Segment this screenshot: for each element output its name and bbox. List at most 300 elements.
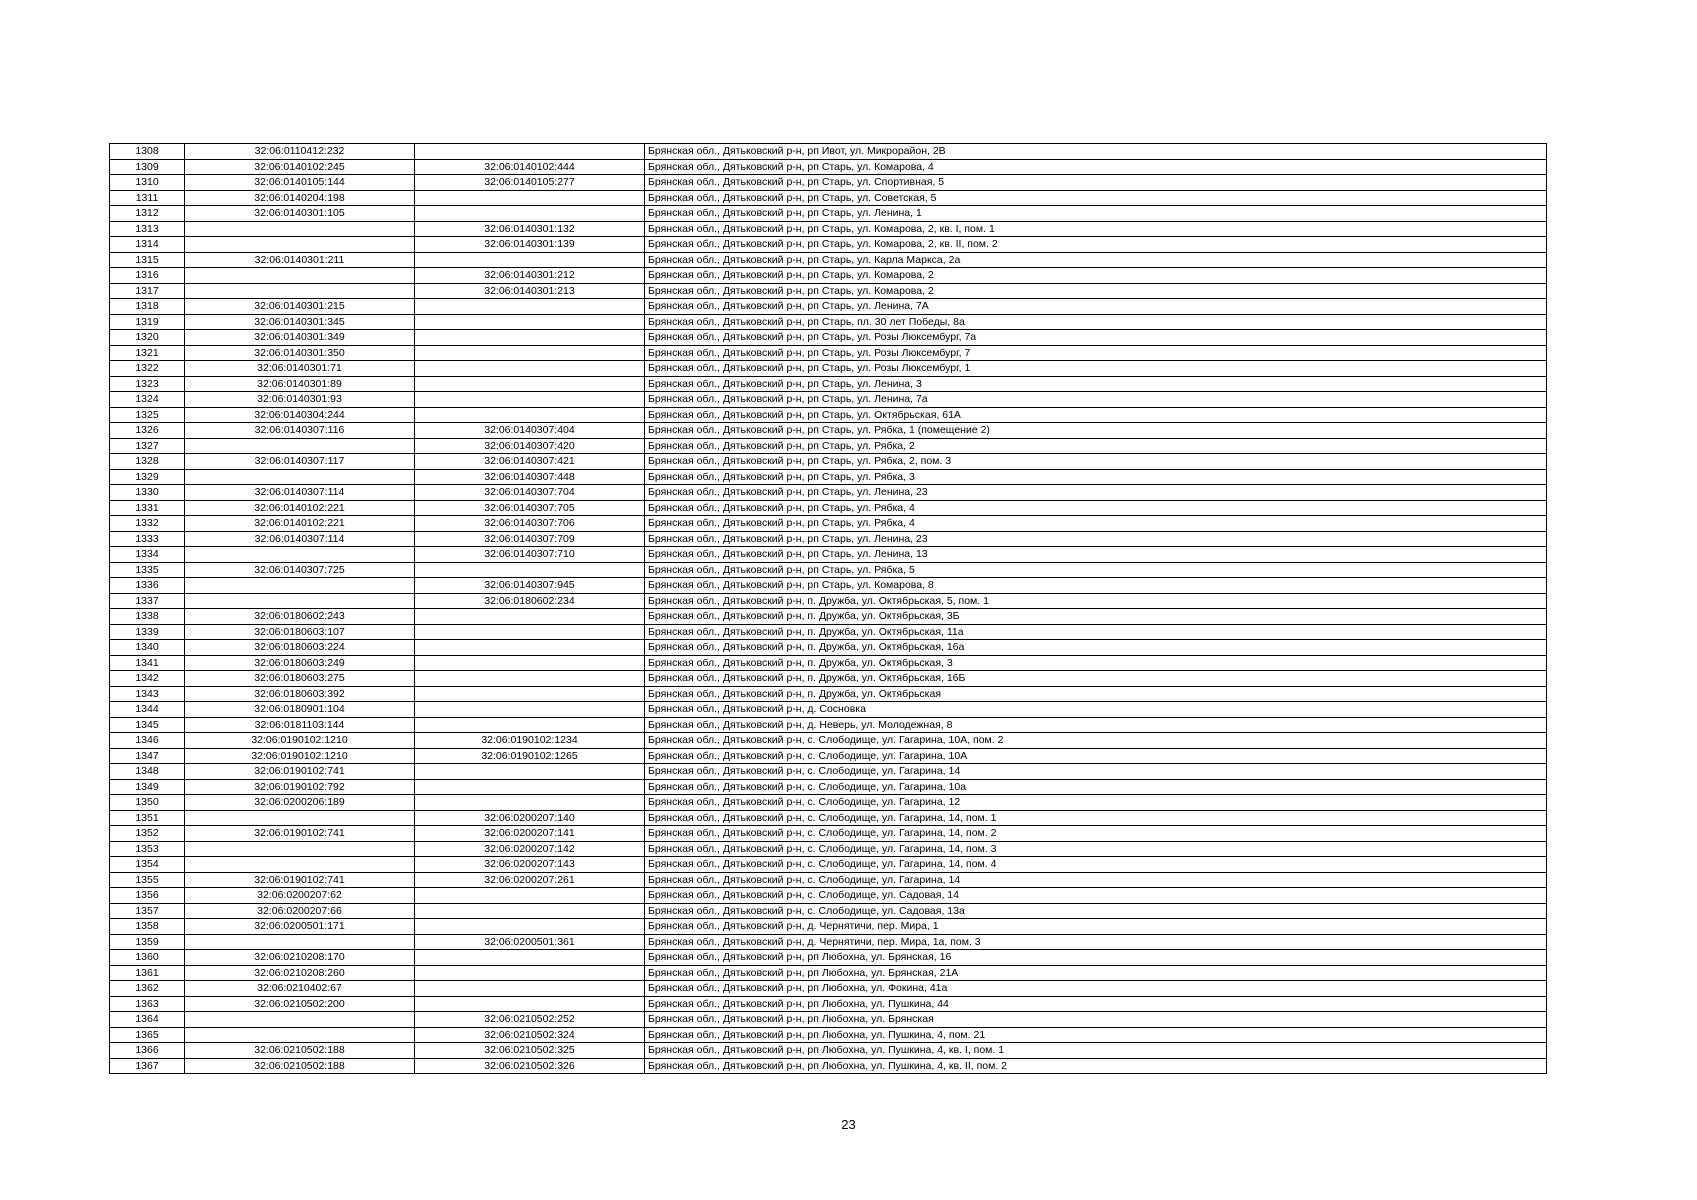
table-row xyxy=(110,826,1547,842)
address-cell: Брянская обл., Дятьковский р-н, рп Старь, ул. Розы Люксембург, 1 xyxy=(645,361,1547,377)
building-cadastral-number-cell xyxy=(415,996,645,1012)
table-row xyxy=(110,562,1547,578)
address-cell: Брянская обл., Дятьковский р-н, с. Слободище, ул. Гагарина, 10А, пом. 2 xyxy=(645,733,1547,749)
address-cell: Брянская обл., Дятьковский р-н, рп Старь, ул. Розы Люксембург, 7а xyxy=(645,330,1547,346)
building-cadastral-number-cell xyxy=(415,345,645,361)
building-cadastral-number-cell xyxy=(415,407,645,423)
table-row xyxy=(110,733,1547,749)
table-row xyxy=(110,361,1547,377)
table-row xyxy=(110,516,1547,532)
table-row xyxy=(110,981,1547,997)
row-number-cell: 1323 xyxy=(110,376,185,392)
row-number-cell: 1363 xyxy=(110,996,185,1012)
table-row xyxy=(110,1043,1547,1059)
land-cadastral-number-cell: 32:06:0190102:1210 xyxy=(185,748,415,764)
table-row xyxy=(110,810,1547,826)
land-cadastral-number-cell: 32:06:0140301:345 xyxy=(185,314,415,330)
address-cell: Брянская обл., Дятьковский р-н, д. Неверь, ул. Молодежная, 8 xyxy=(645,717,1547,733)
row-number-cell: 1353 xyxy=(110,841,185,857)
row-number-cell: 1348 xyxy=(110,764,185,780)
table-row xyxy=(110,903,1547,919)
building-cadastral-number-cell: 32:06:0140301:212 xyxy=(415,268,645,284)
building-cadastral-number-cell: 32:06:0140301:132 xyxy=(415,221,645,237)
building-cadastral-number-cell xyxy=(415,686,645,702)
row-number-cell: 1338 xyxy=(110,609,185,625)
table-row xyxy=(110,1058,1547,1074)
table-row xyxy=(110,624,1547,640)
table-row xyxy=(110,314,1547,330)
land-cadastral-number-cell: 32:06:0200207:66 xyxy=(185,903,415,919)
row-number-cell: 1330 xyxy=(110,485,185,501)
table-row xyxy=(110,500,1547,516)
building-cadastral-number-cell xyxy=(415,888,645,904)
row-number-cell: 1356 xyxy=(110,888,185,904)
building-cadastral-number-cell: 32:06:0200207:261 xyxy=(415,872,645,888)
property-table-container xyxy=(109,143,1546,1074)
land-cadastral-number-cell: 32:06:0210502:188 xyxy=(185,1043,415,1059)
table-row xyxy=(110,609,1547,625)
row-number-cell: 1334 xyxy=(110,547,185,563)
building-cadastral-number-cell xyxy=(415,144,645,160)
land-cadastral-number-cell: 32:06:0210502:200 xyxy=(185,996,415,1012)
address-cell: Брянская обл., Дятьковский р-н, с. Слободище, ул. Гагарина, 10а xyxy=(645,779,1547,795)
table-row xyxy=(110,392,1547,408)
building-cadastral-number-cell: 32:06:0210502:325 xyxy=(415,1043,645,1059)
building-cadastral-number-cell: 32:06:0180602:234 xyxy=(415,593,645,609)
land-cadastral-number-cell xyxy=(185,578,415,594)
address-cell: Брянская обл., Дятьковский р-н, рп Любохна, ул. Брянская, 16 xyxy=(645,950,1547,966)
land-cadastral-number-cell: 32:06:0210208:260 xyxy=(185,965,415,981)
address-cell: Брянская обл., Дятьковский р-н, с. Слободище, ул. Садовая, 13а xyxy=(645,903,1547,919)
building-cadastral-number-cell: 32:06:0140307:404 xyxy=(415,423,645,439)
building-cadastral-number-cell: 32:06:0140307:706 xyxy=(415,516,645,532)
row-number-cell: 1321 xyxy=(110,345,185,361)
address-cell: Брянская обл., Дятьковский р-н, рп Старь, ул. Розы Люксембург, 7 xyxy=(645,345,1547,361)
table-row xyxy=(110,407,1547,423)
address-cell: Брянская обл., Дятьковский р-н, рп Старь, пл. 30 лет Победы, 8а xyxy=(645,314,1547,330)
building-cadastral-number-cell xyxy=(415,655,645,671)
address-cell: Брянская обл., Дятьковский р-н, рп Старь, ул. Спортивная, 5 xyxy=(645,175,1547,191)
building-cadastral-number-cell xyxy=(415,562,645,578)
building-cadastral-number-cell: 32:06:0140307:704 xyxy=(415,485,645,501)
address-cell: Брянская обл., Дятьковский р-н, рп Любохна, ул. Брянская xyxy=(645,1012,1547,1028)
address-cell: Брянская обл., Дятьковский р-н, рп Старь, ул. Ленина, 1 xyxy=(645,206,1547,222)
table-row xyxy=(110,671,1547,687)
row-number-cell: 1331 xyxy=(110,500,185,516)
table-row xyxy=(110,950,1547,966)
land-cadastral-number-cell xyxy=(185,857,415,873)
building-cadastral-number-cell: 32:06:0140105:277 xyxy=(415,175,645,191)
table-row xyxy=(110,283,1547,299)
land-cadastral-number-cell xyxy=(185,547,415,563)
address-cell: Брянская обл., Дятьковский р-н, д. Чернятичи, пер. Мира, 1 xyxy=(645,919,1547,935)
building-cadastral-number-cell xyxy=(415,919,645,935)
building-cadastral-number-cell xyxy=(415,299,645,315)
building-cadastral-number-cell xyxy=(415,314,645,330)
building-cadastral-number-cell: 32:06:0190102:1265 xyxy=(415,748,645,764)
row-number-cell: 1322 xyxy=(110,361,185,377)
building-cadastral-number-cell xyxy=(415,609,645,625)
address-cell: Брянская обл., Дятьковский р-н, п. Дружба, ул. Октябрьская, 3Б xyxy=(645,609,1547,625)
building-cadastral-number-cell xyxy=(415,717,645,733)
row-number-cell: 1354 xyxy=(110,857,185,873)
building-cadastral-number-cell xyxy=(415,965,645,981)
building-cadastral-number-cell xyxy=(415,330,645,346)
address-cell: Брянская обл., Дятьковский р-н, п. Дружба, ул. Октябрьская, 16а xyxy=(645,640,1547,656)
row-number-cell: 1352 xyxy=(110,826,185,842)
row-number-cell: 1345 xyxy=(110,717,185,733)
land-cadastral-number-cell xyxy=(185,593,415,609)
land-cadastral-number-cell: 32:06:0140102:221 xyxy=(185,500,415,516)
row-number-cell: 1355 xyxy=(110,872,185,888)
address-cell: Брянская обл., Дятьковский р-н, рп Старь, ул. Комарова, 2 xyxy=(645,283,1547,299)
address-cell: Брянская обл., Дятьковский р-н, с. Слободище, ул. Гагарина, 14, пом. 2 xyxy=(645,826,1547,842)
table-row xyxy=(110,376,1547,392)
property-table xyxy=(109,143,1547,1074)
table-row xyxy=(110,686,1547,702)
table-row xyxy=(110,965,1547,981)
table-row xyxy=(110,655,1547,671)
address-cell: Брянская обл., Дятьковский р-н, с. Слободище, ул. Гагарина, 10А xyxy=(645,748,1547,764)
land-cadastral-number-cell: 32:06:0140105:144 xyxy=(185,175,415,191)
land-cadastral-number-cell: 32:06:0140301:211 xyxy=(185,252,415,268)
land-cadastral-number-cell: 32:06:0140307:116 xyxy=(185,423,415,439)
row-number-cell: 1364 xyxy=(110,1012,185,1028)
row-number-cell: 1360 xyxy=(110,950,185,966)
table-row xyxy=(110,423,1547,439)
building-cadastral-number-cell xyxy=(415,903,645,919)
building-cadastral-number-cell: 32:06:0140307:705 xyxy=(415,500,645,516)
table-row xyxy=(110,779,1547,795)
building-cadastral-number-cell xyxy=(415,981,645,997)
row-number-cell: 1329 xyxy=(110,469,185,485)
table-row xyxy=(110,764,1547,780)
row-number-cell: 1343 xyxy=(110,686,185,702)
building-cadastral-number-cell: 32:06:0200501:361 xyxy=(415,934,645,950)
address-cell: Брянская обл., Дятьковский р-н, рп Старь, ул. Комарова, 2 xyxy=(645,268,1547,284)
row-number-cell: 1319 xyxy=(110,314,185,330)
land-cadastral-number-cell: 32:06:0140307:117 xyxy=(185,454,415,470)
address-cell: Брянская обл., Дятьковский р-н, рп Старь, ул. Комарова, 2, кв. II, пом. 2 xyxy=(645,237,1547,253)
land-cadastral-number-cell: 32:06:0200206:189 xyxy=(185,795,415,811)
table-row xyxy=(110,252,1547,268)
row-number-cell: 1337 xyxy=(110,593,185,609)
address-cell: Брянская обл., Дятьковский р-н, рп Любохна, ул. Пушкина, 4, кв. I, пом. 1 xyxy=(645,1043,1547,1059)
table-row xyxy=(110,159,1547,175)
row-number-cell: 1366 xyxy=(110,1043,185,1059)
land-cadastral-number-cell: 32:06:0210208:170 xyxy=(185,950,415,966)
land-cadastral-number-cell: 32:06:0140301:93 xyxy=(185,392,415,408)
land-cadastral-number-cell: 32:06:0180603:224 xyxy=(185,640,415,656)
row-number-cell: 1326 xyxy=(110,423,185,439)
building-cadastral-number-cell: 32:06:0210502:252 xyxy=(415,1012,645,1028)
row-number-cell: 1318 xyxy=(110,299,185,315)
building-cadastral-number-cell xyxy=(415,950,645,966)
building-cadastral-number-cell xyxy=(415,624,645,640)
address-cell: Брянская обл., Дятьковский р-н, п. Дружба, ул. Октябрьская, 16Б xyxy=(645,671,1547,687)
land-cadastral-number-cell: 32:06:0140301:350 xyxy=(185,345,415,361)
row-number-cell: 1315 xyxy=(110,252,185,268)
address-cell: Брянская обл., Дятьковский р-н, с. Слободище, ул. Садовая, 14 xyxy=(645,888,1547,904)
building-cadastral-number-cell: 32:06:0200207:142 xyxy=(415,841,645,857)
building-cadastral-number-cell: 32:06:0140307:420 xyxy=(415,438,645,454)
land-cadastral-number-cell xyxy=(185,283,415,299)
building-cadastral-number-cell: 32:06:0140307:421 xyxy=(415,454,645,470)
building-cadastral-number-cell: 32:06:0140307:945 xyxy=(415,578,645,594)
address-cell: Брянская обл., Дятьковский р-н, рп Старь, ул. Комарова, 2, кв. I, пом. 1 xyxy=(645,221,1547,237)
row-number-cell: 1365 xyxy=(110,1027,185,1043)
table-row xyxy=(110,144,1547,160)
land-cadastral-number-cell: 32:06:0110412:232 xyxy=(185,144,415,160)
building-cadastral-number-cell: 32:06:0210502:324 xyxy=(415,1027,645,1043)
land-cadastral-number-cell: 32:06:0200501:171 xyxy=(185,919,415,935)
row-number-cell: 1314 xyxy=(110,237,185,253)
building-cadastral-number-cell xyxy=(415,702,645,718)
address-cell: Брянская обл., Дятьковский р-н, с. Слободище, ул. Гагарина, 14 xyxy=(645,872,1547,888)
address-cell: Брянская обл., Дятьковский р-н, рп Любохна, ул. Пушкина, 4, пом. 21 xyxy=(645,1027,1547,1043)
table-row xyxy=(110,857,1547,873)
building-cadastral-number-cell xyxy=(415,361,645,377)
address-cell: Брянская обл., Дятьковский р-н, с. Слободище, ул. Гагарина, 14, пом. 4 xyxy=(645,857,1547,873)
building-cadastral-number-cell: 32:06:0140307:448 xyxy=(415,469,645,485)
address-cell: Брянская обл., Дятьковский р-н, с. Слободище, ул. Гагарина, 14, пом. 1 xyxy=(645,810,1547,826)
row-number-cell: 1341 xyxy=(110,655,185,671)
row-number-cell: 1336 xyxy=(110,578,185,594)
land-cadastral-number-cell: 32:06:0140307:725 xyxy=(185,562,415,578)
row-number-cell: 1340 xyxy=(110,640,185,656)
table-row xyxy=(110,547,1547,563)
table-row xyxy=(110,1027,1547,1043)
land-cadastral-number-cell: 32:06:0180603:249 xyxy=(185,655,415,671)
land-cadastral-number-cell xyxy=(185,934,415,950)
address-cell: Брянская обл., Дятьковский р-н, рп Старь, ул. Рябка, 4 xyxy=(645,516,1547,532)
address-cell: Брянская обл., Дятьковский р-н, рп Старь, ул. Октябрьская, 61А xyxy=(645,407,1547,423)
land-cadastral-number-cell: 32:06:0140304:244 xyxy=(185,407,415,423)
land-cadastral-number-cell: 32:06:0180603:275 xyxy=(185,671,415,687)
land-cadastral-number-cell: 32:06:0190102:1210 xyxy=(185,733,415,749)
row-number-cell: 1308 xyxy=(110,144,185,160)
table-row xyxy=(110,795,1547,811)
row-number-cell: 1339 xyxy=(110,624,185,640)
table-row xyxy=(110,299,1547,315)
address-cell: Брянская обл., Дятьковский р-н, рп Старь, ул. Ленина, 13 xyxy=(645,547,1547,563)
row-number-cell: 1347 xyxy=(110,748,185,764)
table-row xyxy=(110,438,1547,454)
address-cell: Брянская обл., Дятьковский р-н, рп Старь, ул. Ленина, 23 xyxy=(645,531,1547,547)
land-cadastral-number-cell: 32:06:0190102:792 xyxy=(185,779,415,795)
table-row xyxy=(110,531,1547,547)
land-cadastral-number-cell: 32:06:0140204:198 xyxy=(185,190,415,206)
table-row xyxy=(110,702,1547,718)
land-cadastral-number-cell xyxy=(185,221,415,237)
address-cell: Брянская обл., Дятьковский р-н, рп Старь, ул. Ленина, 7а xyxy=(645,392,1547,408)
building-cadastral-number-cell: 32:06:0200207:140 xyxy=(415,810,645,826)
address-cell: Брянская обл., Дятьковский р-н, рп Старь, ул. Ленина, 23 xyxy=(645,485,1547,501)
row-number-cell: 1316 xyxy=(110,268,185,284)
table-row xyxy=(110,919,1547,935)
table-row xyxy=(110,578,1547,594)
table-row xyxy=(110,330,1547,346)
table-row xyxy=(110,872,1547,888)
building-cadastral-number-cell: 32:06:0200207:141 xyxy=(415,826,645,842)
address-cell: Брянская обл., Дятьковский р-н, рп Старь, ул. Рябка, 3 xyxy=(645,469,1547,485)
building-cadastral-number-cell: 32:06:0140102:444 xyxy=(415,159,645,175)
land-cadastral-number-cell: 32:06:0190102:741 xyxy=(185,826,415,842)
row-number-cell: 1342 xyxy=(110,671,185,687)
land-cadastral-number-cell: 32:06:0140301:215 xyxy=(185,299,415,315)
row-number-cell: 1349 xyxy=(110,779,185,795)
address-cell: Брянская обл., Дятьковский р-н, рп Старь, ул. Рябка, 2 xyxy=(645,438,1547,454)
table-row xyxy=(110,237,1547,253)
page-number: 23 xyxy=(841,1117,856,1132)
row-number-cell: 1320 xyxy=(110,330,185,346)
building-cadastral-number-cell: 32:06:0140307:709 xyxy=(415,531,645,547)
building-cadastral-number-cell xyxy=(415,764,645,780)
table-row xyxy=(110,345,1547,361)
row-number-cell: 1346 xyxy=(110,733,185,749)
address-cell: Брянская обл., Дятьковский р-н, рп Ивот, ул. Микрорайон, 2В xyxy=(645,144,1547,160)
row-number-cell: 1350 xyxy=(110,795,185,811)
row-number-cell: 1333 xyxy=(110,531,185,547)
address-cell: Брянская обл., Дятьковский р-н, рп Любохна, ул. Пушкина, 4, кв. II, пом. 2 xyxy=(645,1058,1547,1074)
land-cadastral-number-cell: 32:06:0180602:243 xyxy=(185,609,415,625)
building-cadastral-number-cell xyxy=(415,640,645,656)
land-cadastral-number-cell xyxy=(185,237,415,253)
address-cell: Брянская обл., Дятьковский р-н, рп Старь, ул. Ленина, 3 xyxy=(645,376,1547,392)
row-number-cell: 1312 xyxy=(110,206,185,222)
land-cadastral-number-cell: 32:06:0210402:67 xyxy=(185,981,415,997)
address-cell: Брянская обл., Дятьковский р-н, рп Любохна, ул. Фокина, 41а xyxy=(645,981,1547,997)
row-number-cell: 1327 xyxy=(110,438,185,454)
address-cell: Брянская обл., Дятьковский р-н, с. Слободище, ул. Гагарина, 14 xyxy=(645,764,1547,780)
row-number-cell: 1309 xyxy=(110,159,185,175)
row-number-cell: 1332 xyxy=(110,516,185,532)
row-number-cell: 1324 xyxy=(110,392,185,408)
building-cadastral-number-cell xyxy=(415,190,645,206)
address-cell: Брянская обл., Дятьковский р-н, рп Старь, ул. Рябка, 4 xyxy=(645,500,1547,516)
address-cell: Брянская обл., Дятьковский р-н, рп Старь, ул. Ленина, 7А xyxy=(645,299,1547,315)
land-cadastral-number-cell: 32:06:0190102:741 xyxy=(185,872,415,888)
table-row xyxy=(110,841,1547,857)
row-number-cell: 1362 xyxy=(110,981,185,997)
land-cadastral-number-cell: 32:06:0140307:114 xyxy=(185,531,415,547)
building-cadastral-number-cell: 32:06:0140301:139 xyxy=(415,237,645,253)
land-cadastral-number-cell xyxy=(185,438,415,454)
row-number-cell: 1311 xyxy=(110,190,185,206)
address-cell: Брянская обл., Дятьковский р-н, рп Старь, ул. Рябка, 2, пом. 3 xyxy=(645,454,1547,470)
land-cadastral-number-cell: 32:06:0180901:104 xyxy=(185,702,415,718)
building-cadastral-number-cell xyxy=(415,206,645,222)
property-table-body xyxy=(110,144,1547,1074)
row-number-cell: 1335 xyxy=(110,562,185,578)
table-row xyxy=(110,268,1547,284)
address-cell: Брянская обл., Дятьковский р-н, п. Дружба, ул. Октябрьская, 11а xyxy=(645,624,1547,640)
row-number-cell: 1361 xyxy=(110,965,185,981)
table-row xyxy=(110,888,1547,904)
table-row xyxy=(110,934,1547,950)
table-row xyxy=(110,190,1547,206)
address-cell: Брянская обл., Дятьковский р-н, рп Старь, ул. Комарова, 8 xyxy=(645,578,1547,594)
building-cadastral-number-cell: 32:06:0200207:143 xyxy=(415,857,645,873)
land-cadastral-number-cell: 32:06:0181103:144 xyxy=(185,717,415,733)
land-cadastral-number-cell: 32:06:0140301:349 xyxy=(185,330,415,346)
table-row xyxy=(110,717,1547,733)
row-number-cell: 1328 xyxy=(110,454,185,470)
row-number-cell: 1317 xyxy=(110,283,185,299)
row-number-cell: 1359 xyxy=(110,934,185,950)
land-cadastral-number-cell: 32:06:0180603:392 xyxy=(185,686,415,702)
building-cadastral-number-cell xyxy=(415,252,645,268)
land-cadastral-number-cell xyxy=(185,469,415,485)
table-row xyxy=(110,996,1547,1012)
table-row xyxy=(110,593,1547,609)
land-cadastral-number-cell: 32:06:0140102:245 xyxy=(185,159,415,175)
address-cell: Брянская обл., Дятьковский р-н, с. Слободище, ул. Гагарина, 14, пом. 3 xyxy=(645,841,1547,857)
land-cadastral-number-cell: 32:06:0180603:107 xyxy=(185,624,415,640)
land-cadastral-number-cell xyxy=(185,810,415,826)
row-number-cell: 1313 xyxy=(110,221,185,237)
land-cadastral-number-cell xyxy=(185,1027,415,1043)
address-cell: Брянская обл., Дятьковский р-н, рп Старь, ул. Рябка, 1 (помещение 2) xyxy=(645,423,1547,439)
building-cadastral-number-cell xyxy=(415,671,645,687)
address-cell: Брянская обл., Дятьковский р-н, п. Дружба, ул. Октябрьская, 5, пом. 1 xyxy=(645,593,1547,609)
building-cadastral-number-cell: 32:06:0190102:1234 xyxy=(415,733,645,749)
row-number-cell: 1358 xyxy=(110,919,185,935)
land-cadastral-number-cell: 32:06:0200207:62 xyxy=(185,888,415,904)
table-row xyxy=(110,206,1547,222)
table-row xyxy=(110,485,1547,501)
building-cadastral-number-cell: 32:06:0140301:213 xyxy=(415,283,645,299)
table-row xyxy=(110,175,1547,191)
table-row xyxy=(110,640,1547,656)
row-number-cell: 1310 xyxy=(110,175,185,191)
building-cadastral-number-cell: 32:06:0210502:326 xyxy=(415,1058,645,1074)
land-cadastral-number-cell xyxy=(185,841,415,857)
building-cadastral-number-cell xyxy=(415,795,645,811)
address-cell: Брянская обл., Дятьковский р-н, рп Старь, ул. Рябка, 5 xyxy=(645,562,1547,578)
address-cell: Брянская обл., Дятьковский р-н, рп Старь, ул. Карла Маркса, 2а xyxy=(645,252,1547,268)
building-cadastral-number-cell: 32:06:0140307:710 xyxy=(415,547,645,563)
address-cell: Брянская обл., Дятьковский р-н, д. Чернятичи, пер. Мира, 1а, пом. 3 xyxy=(645,934,1547,950)
land-cadastral-number-cell: 32:06:0140301:89 xyxy=(185,376,415,392)
address-cell: Брянская обл., Дятьковский р-н, рп Любохна, ул. Брянская, 21А xyxy=(645,965,1547,981)
row-number-cell: 1367 xyxy=(110,1058,185,1074)
row-number-cell: 1357 xyxy=(110,903,185,919)
row-number-cell: 1344 xyxy=(110,702,185,718)
address-cell: Брянская обл., Дятьковский р-н, п. Дружба, ул. Октябрьская xyxy=(645,686,1547,702)
building-cadastral-number-cell xyxy=(415,779,645,795)
land-cadastral-number-cell xyxy=(185,1012,415,1028)
row-number-cell: 1351 xyxy=(110,810,185,826)
land-cadastral-number-cell: 32:06:0210502:188 xyxy=(185,1058,415,1074)
row-number-cell: 1325 xyxy=(110,407,185,423)
table-row xyxy=(110,469,1547,485)
land-cadastral-number-cell: 32:06:0140301:105 xyxy=(185,206,415,222)
building-cadastral-number-cell xyxy=(415,376,645,392)
address-cell: Брянская обл., Дятьковский р-н, рп Любохна, ул. Пушкина, 44 xyxy=(645,996,1547,1012)
table-row xyxy=(110,748,1547,764)
table-row xyxy=(110,221,1547,237)
land-cadastral-number-cell xyxy=(185,268,415,284)
table-row xyxy=(110,454,1547,470)
land-cadastral-number-cell: 32:06:0190102:741 xyxy=(185,764,415,780)
address-cell: Брянская обл., Дятьковский р-н, рп Старь, ул. Комарова, 4 xyxy=(645,159,1547,175)
address-cell: Брянская обл., Дятьковский р-н, п. Дружба, ул. Октябрьская, 3 xyxy=(645,655,1547,671)
address-cell: Брянская обл., Дятьковский р-н, д. Сосновка xyxy=(645,702,1547,718)
land-cadastral-number-cell: 32:06:0140307:114 xyxy=(185,485,415,501)
table-row xyxy=(110,1012,1547,1028)
address-cell: Брянская обл., Дятьковский р-н, с. Слободище, ул. Гагарина, 12 xyxy=(645,795,1547,811)
